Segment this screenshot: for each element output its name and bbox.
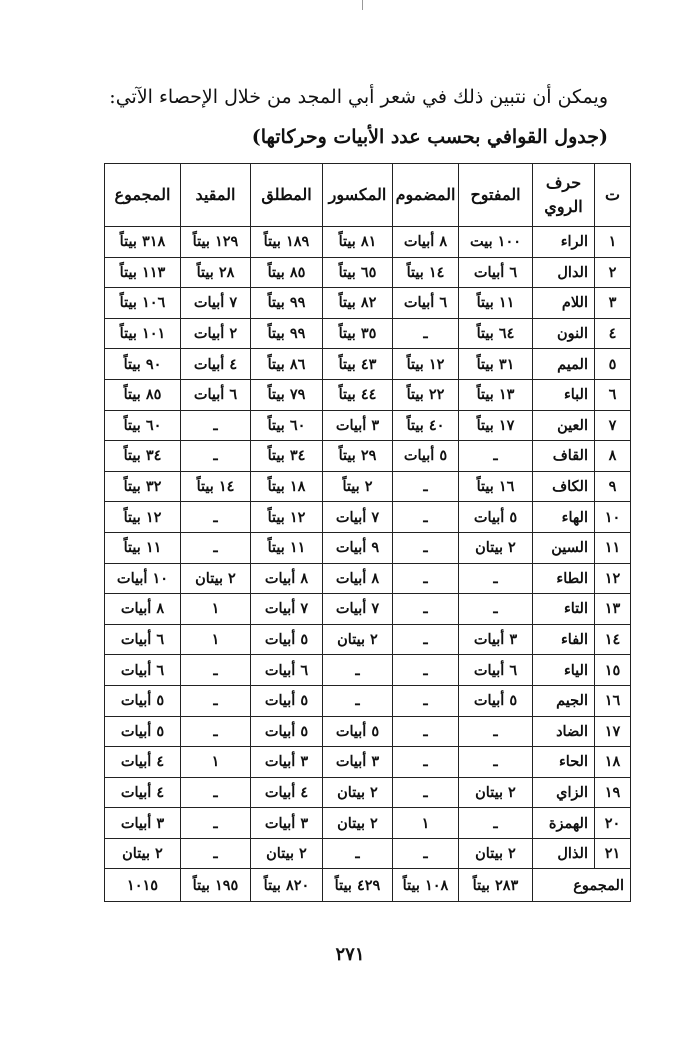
- table-row: [105, 349, 631, 380]
- cell-restricted: ـ: [181, 655, 251, 686]
- cell-index: ١٩: [595, 777, 631, 808]
- cell-index: ١٥: [595, 655, 631, 686]
- cell-open: ٢ بيتان: [459, 532, 533, 563]
- table-row: [105, 227, 631, 258]
- cell-restricted: ـ: [181, 410, 251, 441]
- cell-broken: ٤٣ بيتاً: [323, 349, 393, 380]
- cell-restricted: ١: [181, 594, 251, 625]
- table-header-row: [105, 164, 631, 227]
- cell-raised: ـ: [393, 318, 459, 349]
- cell-index: ١١: [595, 532, 631, 563]
- cell-total: ٦ أبيات: [105, 624, 181, 655]
- total-value: ١٠٨ بيتاً: [393, 869, 459, 902]
- cell-raised: ٦ أبيات: [393, 288, 459, 319]
- cell-raised: ـ: [393, 502, 459, 533]
- total-value: ٨٢٠ بيتاً: [251, 869, 323, 902]
- cell-rhyme-letter: العين: [533, 410, 595, 441]
- cell-absolute: ٥ أبيات: [251, 716, 323, 747]
- cell-broken: ٢ بيتاً: [323, 471, 393, 502]
- cell-restricted: ـ: [181, 685, 251, 716]
- cell-absolute: ٩٩ بيتاً: [251, 288, 323, 319]
- cell-total: ١١٣ بيتاً: [105, 257, 181, 288]
- cell-raised: ٤٠ بيتاً: [393, 410, 459, 441]
- cell-total: ٤ أبيات: [105, 777, 181, 808]
- cell-open: ١٦ بيتاً: [459, 471, 533, 502]
- cell-broken: ٥ أبيات: [323, 716, 393, 747]
- cell-open: ـ: [459, 594, 533, 625]
- cell-broken: ٢ بيتان: [323, 624, 393, 655]
- cell-index: ١٦: [595, 685, 631, 716]
- cell-total: ١٠١ بيتاً: [105, 318, 181, 349]
- table-row: [105, 257, 631, 288]
- table-row: [105, 655, 631, 686]
- cell-index: ٢٠: [595, 808, 631, 839]
- cell-open: ١٧ بيتاً: [459, 410, 533, 441]
- cell-broken: ـ: [323, 838, 393, 869]
- cell-broken: ٣٥ بيتاً: [323, 318, 393, 349]
- cell-index: ١٣: [595, 594, 631, 625]
- cell-open: ـ: [459, 441, 533, 472]
- cell-total: ٣١٨ بيتاً: [105, 227, 181, 258]
- cell-absolute: ٢ بيتان: [251, 838, 323, 869]
- cell-broken: ٤٤ بيتاً: [323, 379, 393, 410]
- cell-total: ١١ بيتاً: [105, 532, 181, 563]
- header-absolute: المطلق: [251, 164, 323, 227]
- header-index: ت: [595, 164, 631, 227]
- cell-absolute: ٣ أبيات: [251, 808, 323, 839]
- cell-raised: ـ: [393, 747, 459, 778]
- cell-index: ١٤: [595, 624, 631, 655]
- cell-rhyme-letter: الجيم: [533, 685, 595, 716]
- cell-raised: ـ: [393, 624, 459, 655]
- cell-rhyme-letter: اللام: [533, 288, 595, 319]
- table-row: [105, 471, 631, 502]
- cell-total: ٢ بيتان: [105, 838, 181, 869]
- cell-total: ٣٤ بيتاً: [105, 441, 181, 472]
- cell-rhyme-letter: الفاء: [533, 624, 595, 655]
- header-open: المفتوح: [459, 164, 533, 227]
- table-row: [105, 318, 631, 349]
- cell-broken: ٨١ بيتاً: [323, 227, 393, 258]
- cell-absolute: ٥ أبيات: [251, 624, 323, 655]
- cell-index: ١٢: [595, 563, 631, 594]
- cell-raised: ٨ أبيات: [393, 227, 459, 258]
- cell-open: ٢ بيتان: [459, 838, 533, 869]
- cell-total: ٦٠ بيتاً: [105, 410, 181, 441]
- cell-index: ٩: [595, 471, 631, 502]
- cell-rhyme-letter: الباء: [533, 379, 595, 410]
- cell-open: ـ: [459, 563, 533, 594]
- cell-restricted: ٦ أبيات: [181, 379, 251, 410]
- cell-open: ٦٤ بيتاً: [459, 318, 533, 349]
- cell-index: ٣: [595, 288, 631, 319]
- cell-rhyme-letter: الطاء: [533, 563, 595, 594]
- cell-index: ١٠: [595, 502, 631, 533]
- cell-restricted: ٢٨ بيتاً: [181, 257, 251, 288]
- cell-rhyme-letter: النون: [533, 318, 595, 349]
- cell-open: ١١ بيتاً: [459, 288, 533, 319]
- total-value: ٤٢٩ بيتاً: [323, 869, 393, 902]
- cell-index: ٧: [595, 410, 631, 441]
- cell-raised: ١٤ بيتاً: [393, 257, 459, 288]
- cell-restricted: ٧ أبيات: [181, 288, 251, 319]
- cell-raised: ـ: [393, 594, 459, 625]
- cell-open: ـ: [459, 808, 533, 839]
- cell-rhyme-letter: القاف: [533, 441, 595, 472]
- cell-broken: ٨ أبيات: [323, 563, 393, 594]
- cell-rhyme-letter: الراء: [533, 227, 595, 258]
- cell-restricted: ٢ بيتان: [181, 563, 251, 594]
- table-row: [105, 563, 631, 594]
- cell-absolute: ٨٥ بيتاً: [251, 257, 323, 288]
- table-row: [105, 502, 631, 533]
- rhyme-statistics-table: [104, 163, 631, 902]
- cell-broken: ٢٩ بيتاً: [323, 441, 393, 472]
- table-body: [105, 227, 631, 902]
- total-label: المجموع: [533, 869, 631, 902]
- cell-index: ٦: [595, 379, 631, 410]
- intro-paragraph: ويمكن أن نتبين ذلك في شعر أبي المجد من خلال الإحصاء الآتي:: [109, 86, 608, 108]
- cell-restricted: ـ: [181, 441, 251, 472]
- cell-open: ١٣ بيتاً: [459, 379, 533, 410]
- cell-total: ١٠ أبيات: [105, 563, 181, 594]
- cell-restricted: ٤ أبيات: [181, 349, 251, 380]
- cell-restricted: ١: [181, 624, 251, 655]
- header-restricted: المقيد: [181, 164, 251, 227]
- cell-raised: ـ: [393, 716, 459, 747]
- cell-broken: ـ: [323, 655, 393, 686]
- page-top-mark: [362, 0, 363, 10]
- cell-absolute: ٥ أبيات: [251, 685, 323, 716]
- header-raised: المضموم: [393, 164, 459, 227]
- cell-absolute: ١٨٩ بيتاً: [251, 227, 323, 258]
- cell-total: ٣ أبيات: [105, 808, 181, 839]
- table-row: [105, 685, 631, 716]
- table-row: [105, 532, 631, 563]
- cell-total: ١٢ بيتاً: [105, 502, 181, 533]
- cell-total: ٥ أبيات: [105, 716, 181, 747]
- cell-restricted: ـ: [181, 808, 251, 839]
- table-row: [105, 777, 631, 808]
- cell-absolute: ٣٤ بيتاً: [251, 441, 323, 472]
- table-row: [105, 288, 631, 319]
- table-row: [105, 379, 631, 410]
- cell-index: ٢: [595, 257, 631, 288]
- cell-total: ٨ أبيات: [105, 594, 181, 625]
- cell-rhyme-letter: الياء: [533, 655, 595, 686]
- cell-index: ٨: [595, 441, 631, 472]
- cell-absolute: ٩٩ بيتاً: [251, 318, 323, 349]
- cell-broken: ٢ بيتان: [323, 808, 393, 839]
- cell-restricted: ١: [181, 747, 251, 778]
- cell-raised: ١: [393, 808, 459, 839]
- cell-raised: ـ: [393, 532, 459, 563]
- cell-rhyme-letter: الضاد: [533, 716, 595, 747]
- cell-rhyme-letter: الهمزة: [533, 808, 595, 839]
- cell-raised: ـ: [393, 655, 459, 686]
- cell-open: ٢ بيتان: [459, 777, 533, 808]
- cell-total: ٣٢ بيتاً: [105, 471, 181, 502]
- cell-raised: ـ: [393, 838, 459, 869]
- table-row: [105, 441, 631, 472]
- cell-rhyme-letter: الكاف: [533, 471, 595, 502]
- cell-broken: ٧ أبيات: [323, 594, 393, 625]
- cell-raised: ـ: [393, 685, 459, 716]
- cell-index: ١٨: [595, 747, 631, 778]
- cell-open: ٦ أبيات: [459, 655, 533, 686]
- table-total-row: [105, 869, 631, 902]
- cell-total: ٥ أبيات: [105, 685, 181, 716]
- cell-absolute: ١٨ بيتاً: [251, 471, 323, 502]
- cell-broken: ٩ أبيات: [323, 532, 393, 563]
- table-row: [105, 838, 631, 869]
- cell-raised: ـ: [393, 777, 459, 808]
- table-row: [105, 808, 631, 839]
- cell-open: ٥ أبيات: [459, 685, 533, 716]
- cell-open: ـ: [459, 747, 533, 778]
- cell-absolute: ٣ أبيات: [251, 747, 323, 778]
- cell-absolute: ١١ بيتاً: [251, 532, 323, 563]
- cell-restricted: ـ: [181, 532, 251, 563]
- cell-index: ١٧: [595, 716, 631, 747]
- cell-rhyme-letter: الدال: [533, 257, 595, 288]
- total-value: ٢٨٣ بيتاً: [459, 869, 533, 902]
- cell-open: ٣١ بيتاً: [459, 349, 533, 380]
- cell-absolute: ٦٠ بيتاً: [251, 410, 323, 441]
- cell-total: ٤ أبيات: [105, 747, 181, 778]
- cell-broken: ـ: [323, 685, 393, 716]
- cell-rhyme-letter: الهاء: [533, 502, 595, 533]
- table-title: (جدول القوافي بحسب عدد الأبيات وحركاتها): [251, 126, 608, 148]
- total-value: ١٩٥ بيتاً: [181, 869, 251, 902]
- cell-restricted: ـ: [181, 777, 251, 808]
- cell-rhyme-letter: الذال: [533, 838, 595, 869]
- cell-absolute: ٧٩ بيتاً: [251, 379, 323, 410]
- cell-restricted: ٢ أبيات: [181, 318, 251, 349]
- cell-rhyme-letter: الحاء: [533, 747, 595, 778]
- cell-open: ٦ أبيات: [459, 257, 533, 288]
- cell-index: ٥: [595, 349, 631, 380]
- cell-total: ٦ أبيات: [105, 655, 181, 686]
- cell-absolute: ١٢ بيتاً: [251, 502, 323, 533]
- header-broken: المكسور: [323, 164, 393, 227]
- cell-absolute: ٦ أبيات: [251, 655, 323, 686]
- table-row: [105, 624, 631, 655]
- table-row: [105, 594, 631, 625]
- cell-restricted: ـ: [181, 838, 251, 869]
- cell-raised: ٢٢ بيتاً: [393, 379, 459, 410]
- cell-absolute: ٨ أبيات: [251, 563, 323, 594]
- cell-total: ٩٠ بيتاً: [105, 349, 181, 380]
- cell-broken: ٢ بيتان: [323, 777, 393, 808]
- cell-broken: ٧ أبيات: [323, 502, 393, 533]
- cell-index: ١: [595, 227, 631, 258]
- total-value: ١٠١٥: [105, 869, 181, 902]
- cell-raised: ـ: [393, 563, 459, 594]
- cell-raised: ـ: [393, 471, 459, 502]
- cell-rhyme-letter: السين: [533, 532, 595, 563]
- cell-absolute: ٧ أبيات: [251, 594, 323, 625]
- cell-restricted: ١٢٩ بيتاً: [181, 227, 251, 258]
- cell-index: ٤: [595, 318, 631, 349]
- header-rhyme-letter: حرف الروي: [533, 164, 595, 227]
- cell-rhyme-letter: الميم: [533, 349, 595, 380]
- cell-broken: ٣ أبيات: [323, 747, 393, 778]
- cell-rhyme-letter: التاء: [533, 594, 595, 625]
- header-total: المجموع: [105, 164, 181, 227]
- cell-total: ٨٥ بيتاً: [105, 379, 181, 410]
- cell-broken: ٨٢ بيتاً: [323, 288, 393, 319]
- table-row: [105, 410, 631, 441]
- cell-open: ١٠٠ بيت: [459, 227, 533, 258]
- cell-open: ٣ أبيات: [459, 624, 533, 655]
- cell-absolute: ٨٦ بيتاً: [251, 349, 323, 380]
- cell-open: ٥ أبيات: [459, 502, 533, 533]
- cell-open: ـ: [459, 716, 533, 747]
- cell-raised: ١٢ بيتاً: [393, 349, 459, 380]
- cell-total: ١٠٦ بيتاً: [105, 288, 181, 319]
- cell-broken: ٦٥ بيتاً: [323, 257, 393, 288]
- cell-rhyme-letter: الزاي: [533, 777, 595, 808]
- cell-absolute: ٤ أبيات: [251, 777, 323, 808]
- cell-restricted: ـ: [181, 502, 251, 533]
- table-row: [105, 747, 631, 778]
- cell-index: ٢١: [595, 838, 631, 869]
- page-number: ٢٧١: [335, 944, 365, 965]
- table-row: [105, 716, 631, 747]
- cell-restricted: ـ: [181, 716, 251, 747]
- cell-broken: ٣ أبيات: [323, 410, 393, 441]
- cell-raised: ٥ أبيات: [393, 441, 459, 472]
- cell-restricted: ١٤ بيتاً: [181, 471, 251, 502]
